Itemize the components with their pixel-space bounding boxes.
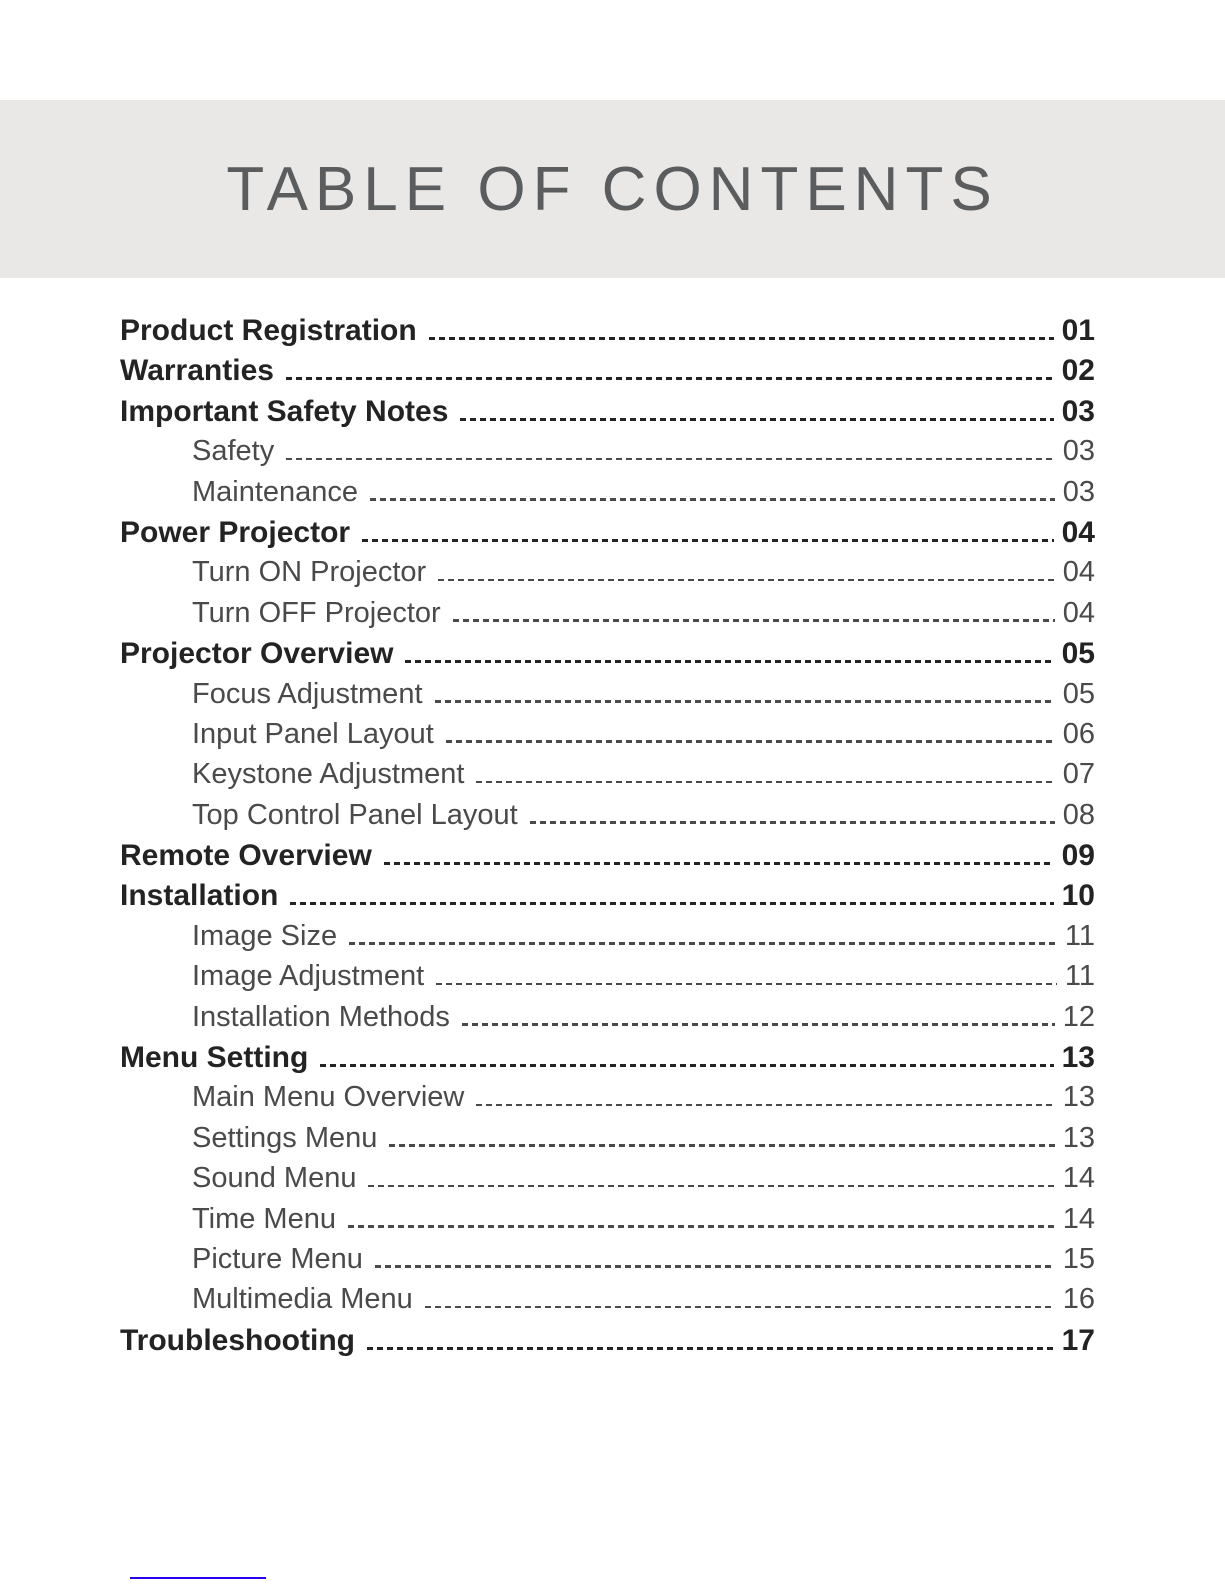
toc-row	[120, 1324, 1095, 1364]
toc-row	[120, 476, 1095, 516]
toc-row	[120, 879, 1095, 919]
toc-page-number: 10	[1061, 879, 1095, 913]
dotted-leader	[476, 1104, 1054, 1107]
toc-entry-label: Important Safety Notes	[120, 394, 449, 428]
toc-row	[120, 1243, 1095, 1283]
toc-entry-label: Keystone Adjustment	[192, 758, 465, 791]
dotted-leader	[362, 539, 1054, 542]
toc-row	[120, 1001, 1095, 1041]
toc-entry-label: Installation Methods	[192, 1000, 450, 1033]
dotted-leader	[368, 1185, 1054, 1188]
toc-row	[120, 1081, 1095, 1121]
toc-page-number: 05	[1061, 637, 1095, 671]
toc-entry-label: Time Menu	[192, 1202, 336, 1235]
toc-entry-label: Turn OFF Projector	[192, 596, 441, 629]
dotted-leader	[453, 619, 1055, 622]
toc-row	[120, 354, 1095, 394]
dotted-leader	[530, 821, 1055, 824]
toc-page-number: 03	[1062, 475, 1095, 508]
toc-entry-label: Product Registration	[120, 314, 417, 347]
toc-entry-label: Main Menu Overview	[192, 1081, 465, 1114]
dotted-leader	[429, 337, 1054, 340]
toc-entry-label: Multimedia Menu	[192, 1283, 413, 1316]
toc-row	[120, 758, 1095, 798]
dotted-leader	[349, 942, 1057, 945]
toc-page-number: 03	[1062, 435, 1095, 468]
toc-entry-label: Picture Menu	[192, 1242, 363, 1275]
toc-page-number: 05	[1062, 677, 1095, 710]
toc-page-number: 04	[1061, 515, 1095, 549]
toc-page-number: 14	[1062, 1162, 1095, 1195]
toc-list	[120, 314, 1095, 1364]
link-underline-artifact	[130, 1577, 266, 1579]
dotted-leader	[425, 1306, 1055, 1309]
toc-row	[120, 920, 1095, 960]
toc-page-number: 12	[1062, 1000, 1095, 1033]
toc-page-number: 13	[1062, 1081, 1095, 1114]
toc-entry-label: Remote Overview	[120, 839, 372, 873]
toc-row	[120, 1203, 1095, 1243]
dotted-leader	[286, 377, 1054, 380]
toc-row	[120, 839, 1095, 879]
toc-entry-label: Image Adjustment	[192, 960, 425, 993]
toc-page-number: 11	[1064, 960, 1095, 993]
dotted-leader	[438, 579, 1055, 582]
dotted-leader	[348, 1225, 1055, 1228]
toc-entry-label: Power Projector	[120, 515, 351, 549]
toc-row	[120, 1162, 1095, 1202]
toc-row	[120, 799, 1095, 839]
dotted-leader	[446, 740, 1055, 743]
dotted-leader	[460, 418, 1053, 421]
toc-page-number: 04	[1062, 556, 1095, 589]
toc-entry-label: Input Panel Layout	[192, 717, 434, 750]
toc-row	[120, 1283, 1095, 1323]
toc-page-number: 08	[1062, 798, 1095, 831]
toc-entry-label: Settings Menu	[192, 1121, 378, 1154]
dotted-leader	[435, 700, 1055, 703]
toc-entry-label: Menu Setting	[120, 1041, 309, 1075]
toc-page-number: 15	[1062, 1242, 1095, 1275]
toc-row	[120, 556, 1095, 596]
toc-entry-label: Installation	[120, 879, 279, 913]
toc-page-number: 04	[1062, 596, 1095, 629]
toc-page-number: 17	[1061, 1323, 1095, 1357]
toc-page-number: 14	[1062, 1202, 1095, 1235]
toc-page-number: 16	[1062, 1283, 1095, 1316]
toc-entry-label: Image Size	[192, 919, 338, 952]
dotted-leader	[384, 862, 1054, 865]
toc-entry-label: Maintenance	[192, 475, 359, 508]
toc-row	[120, 516, 1095, 556]
toc-row	[120, 395, 1095, 435]
dotted-leader	[290, 902, 1053, 905]
dotted-leader	[367, 1347, 1054, 1350]
toc-page-number: 13	[1062, 1121, 1095, 1154]
dotted-leader	[286, 458, 1055, 461]
toc-page-number: 13	[1061, 1041, 1095, 1075]
toc-row	[120, 960, 1095, 1000]
toc-entry-label: Troubleshooting	[120, 1323, 355, 1357]
toc-entry-label: Projector Overview	[120, 637, 394, 671]
toc-page-number: 02	[1061, 354, 1095, 388]
toc-row	[120, 314, 1095, 354]
dotted-leader	[405, 660, 1053, 663]
toc-page-number: 01	[1061, 314, 1095, 347]
toc-entry-label: Turn ON Projector	[192, 556, 427, 589]
toc-entry-label: Warranties	[120, 354, 274, 388]
toc-row	[120, 718, 1095, 758]
toc-row	[120, 597, 1095, 637]
toc-page-number: 11	[1064, 919, 1095, 952]
toc-row	[120, 435, 1095, 475]
toc-row	[120, 1122, 1095, 1162]
toc-page-number: 03	[1061, 394, 1095, 428]
toc-banner	[0, 100, 1225, 278]
page-title: TABLE OF CONTENTS	[226, 154, 999, 224]
toc-row	[120, 637, 1095, 677]
toc-entry-label: Sound Menu	[192, 1162, 357, 1195]
toc-page-number: 09	[1061, 839, 1095, 873]
dotted-leader	[389, 1144, 1054, 1147]
toc-row	[120, 678, 1095, 718]
dotted-leader	[436, 983, 1057, 986]
dotted-leader	[320, 1064, 1053, 1067]
dotted-leader	[375, 1265, 1055, 1268]
toc-row	[120, 1041, 1095, 1081]
toc-entry-label: Top Control Panel Layout	[192, 798, 518, 831]
toc-page-number: 06	[1062, 717, 1095, 750]
dotted-leader	[476, 781, 1054, 784]
dotted-leader	[370, 498, 1055, 501]
toc-entry-label: Safety	[192, 435, 275, 468]
dotted-leader	[462, 1023, 1055, 1026]
toc-page-number: 07	[1062, 758, 1095, 791]
toc-entry-label: Focus Adjustment	[192, 677, 423, 710]
